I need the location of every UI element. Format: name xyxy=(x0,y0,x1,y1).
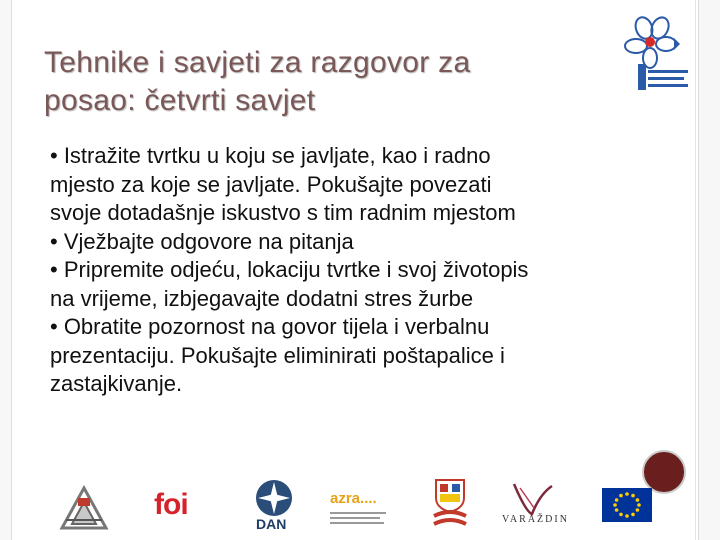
slide-title xyxy=(44,44,604,120)
foi-logo xyxy=(154,488,198,528)
azra-subtitle-line xyxy=(330,512,386,514)
body-line: • Pripremite odjeću, lokaciju tvrtke i svoj životopis xyxy=(50,257,529,282)
foi-logo-text: foi xyxy=(154,488,188,521)
slide-frame-left xyxy=(0,0,12,540)
azra-logo-text: azra.... xyxy=(330,490,377,507)
title-line-1: Tehnike i savjeti za razgovor za xyxy=(44,46,471,79)
varazdin-logo xyxy=(496,482,569,532)
dan-logo-text: DAN xyxy=(256,516,287,532)
body-line: • Vježbajte odgovore na pitanja xyxy=(50,228,354,254)
coat-of-arms-logo xyxy=(430,478,470,528)
slide-frame-right xyxy=(698,0,720,540)
slide-frame-inner-line xyxy=(695,0,696,540)
slide-body xyxy=(50,142,680,399)
body-line: svoje dotadašnje iskustvo s tim radnim mjestom xyxy=(50,200,516,225)
azra-logo xyxy=(330,490,400,530)
title-line-2: posao: četvrti savjet xyxy=(44,84,316,117)
body-line: prezentaciju. Pokušajte eliminirati poštapalice i xyxy=(50,342,505,368)
varazdin-logo-text: VARAŽDIN xyxy=(502,514,569,525)
azra-subtitle-line xyxy=(330,517,380,519)
azra-subtitle-line xyxy=(330,522,384,524)
body-line: na vrijeme, izbjegavajte dodatni stres žurbe xyxy=(50,285,474,311)
varazdin-v-emblem xyxy=(496,482,566,516)
body-line: zastajkivanje. xyxy=(50,371,183,396)
body-line: mjesto za koje se javljate. Pokušajte povezati xyxy=(50,171,492,197)
body-line: • Istražite tvrtku u koju se javljate, kao i radno xyxy=(50,143,491,168)
eu-flag-logo xyxy=(602,488,652,522)
compass-icon xyxy=(250,478,298,518)
body-line: • Obratite pozornost na govor tijela i verbalnu xyxy=(50,314,490,339)
dan-logo xyxy=(250,478,298,538)
geometric-emblem-logo xyxy=(56,484,112,534)
flower-partner-logo xyxy=(620,14,694,94)
partner-logos-strip xyxy=(0,478,720,540)
